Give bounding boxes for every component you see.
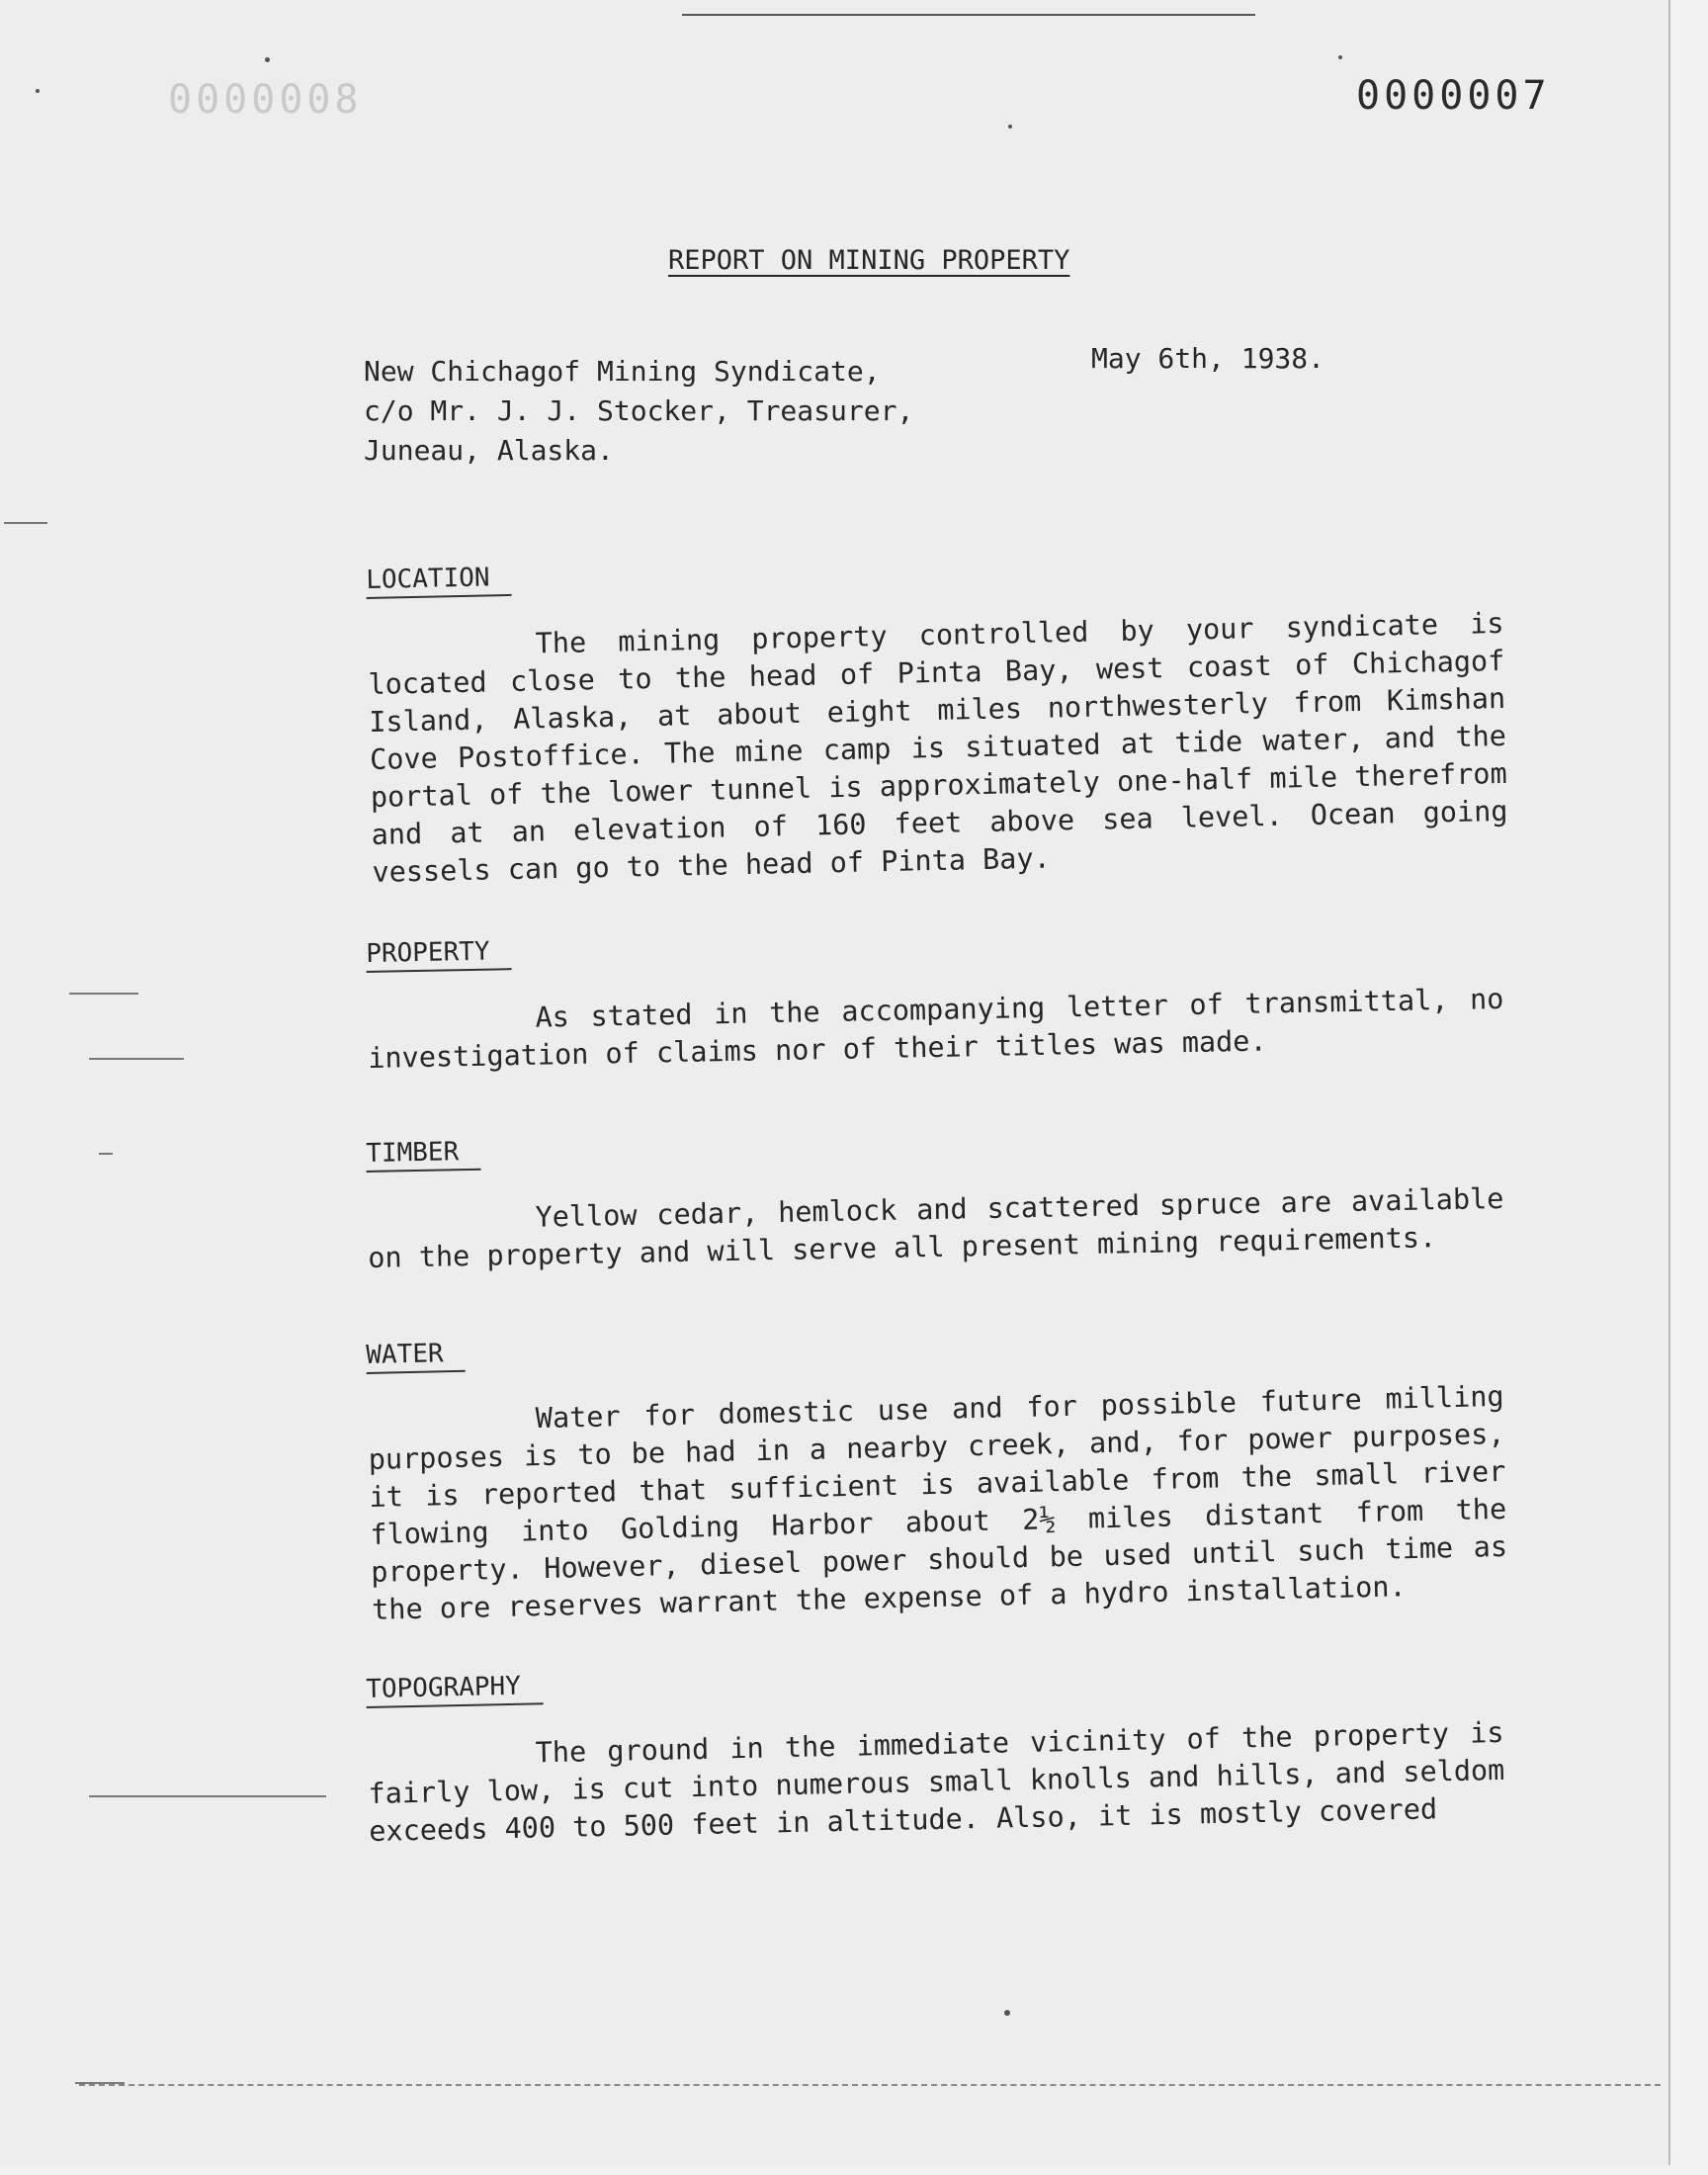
- section-paragraph: The mining property controlled by your syndicate is located close to the head of Pinta Bay, west coast of Chichagof Island, Alaska, at about eight miles northwesterly from Kimshan Cove Postoffice. The mine camp is situated at tide water, and the portal of the lower tunnel is approximately one-half mile therefrom and at an elevation of 160 feet above sea level. Ocean going vessels can go to the head of Pinta Bay.: [368, 606, 1508, 889]
- ghost-page-number: 0000008: [168, 77, 363, 123]
- scan-speck: [265, 57, 270, 62]
- page-bottom-edge-line: [79, 2084, 1661, 2086]
- scan-speck: [1338, 55, 1342, 59]
- scan-mark: [4, 522, 47, 524]
- scan-speck: [1008, 125, 1012, 129]
- addressee-line: Juneau, Alaska.: [364, 434, 614, 467]
- section-paragraph: Yellow cedar, hemlock and scattered spruce are available on the property and will serve all present mining requirements.: [367, 1181, 1504, 1274]
- section-timber: [366, 1117, 1504, 1277]
- section-paragraph: As stated in the accompanying letter of transmittal, no investigation of claims nor of their titles was made.: [367, 982, 1504, 1075]
- report-title: REPORT ON MINING PROPERTY: [668, 245, 1070, 276]
- page-right-edge-line: [1668, 0, 1670, 2165]
- section-paragraph: Water for domestic use and for possible future milling purposes is to be had in a nearby creek, and, for power purposes, it is reported that sufficient is available from the small river flowing into Golding Harbor about 2½ miles distant from the property. However, diesel power should be used until such time as the ore reserves warrant the expense of a hydro installation.: [368, 1379, 1508, 1626]
- addressee-line: New Chichagof Mining Syndicate,: [364, 355, 881, 388]
- section-topography: [366, 1651, 1505, 1851]
- scan-mark: [69, 993, 138, 995]
- section-heading: LOCATION: [366, 563, 512, 599]
- scan-mark: [99, 1153, 113, 1155]
- section-water: [366, 1315, 1508, 1629]
- section-heading: TIMBER: [366, 1137, 481, 1173]
- section-heading: PROPERTY: [366, 936, 512, 973]
- section-location: [366, 542, 1509, 892]
- section-heading: TOPOGRAPHY: [366, 1671, 543, 1708]
- scan-mark: [89, 1058, 184, 1060]
- scan-speck: [36, 89, 40, 93]
- scan-mark: [89, 1795, 326, 1797]
- report-date: May 6th, 1938.: [1091, 342, 1325, 375]
- page-number: 0000007: [1356, 73, 1551, 119]
- section-paragraph: The ground in the immediate vicinity of the property is fairly low, is cut into numerous small knolls and hills, and seldom exceeds 400 to 500 feet in altitude. Also, it is mostly covered: [368, 1715, 1505, 1848]
- scan-mark: [75, 2082, 125, 2084]
- section-property: [366, 917, 1504, 1078]
- addressee-line: c/o Mr. J. J. Stocker, Treasurer,: [364, 394, 914, 427]
- page-top-edge-line: [682, 14, 1255, 16]
- scan-speck: [1004, 2010, 1010, 2016]
- section-heading: WATER: [366, 1339, 466, 1374]
- addressee-block: [364, 352, 913, 471]
